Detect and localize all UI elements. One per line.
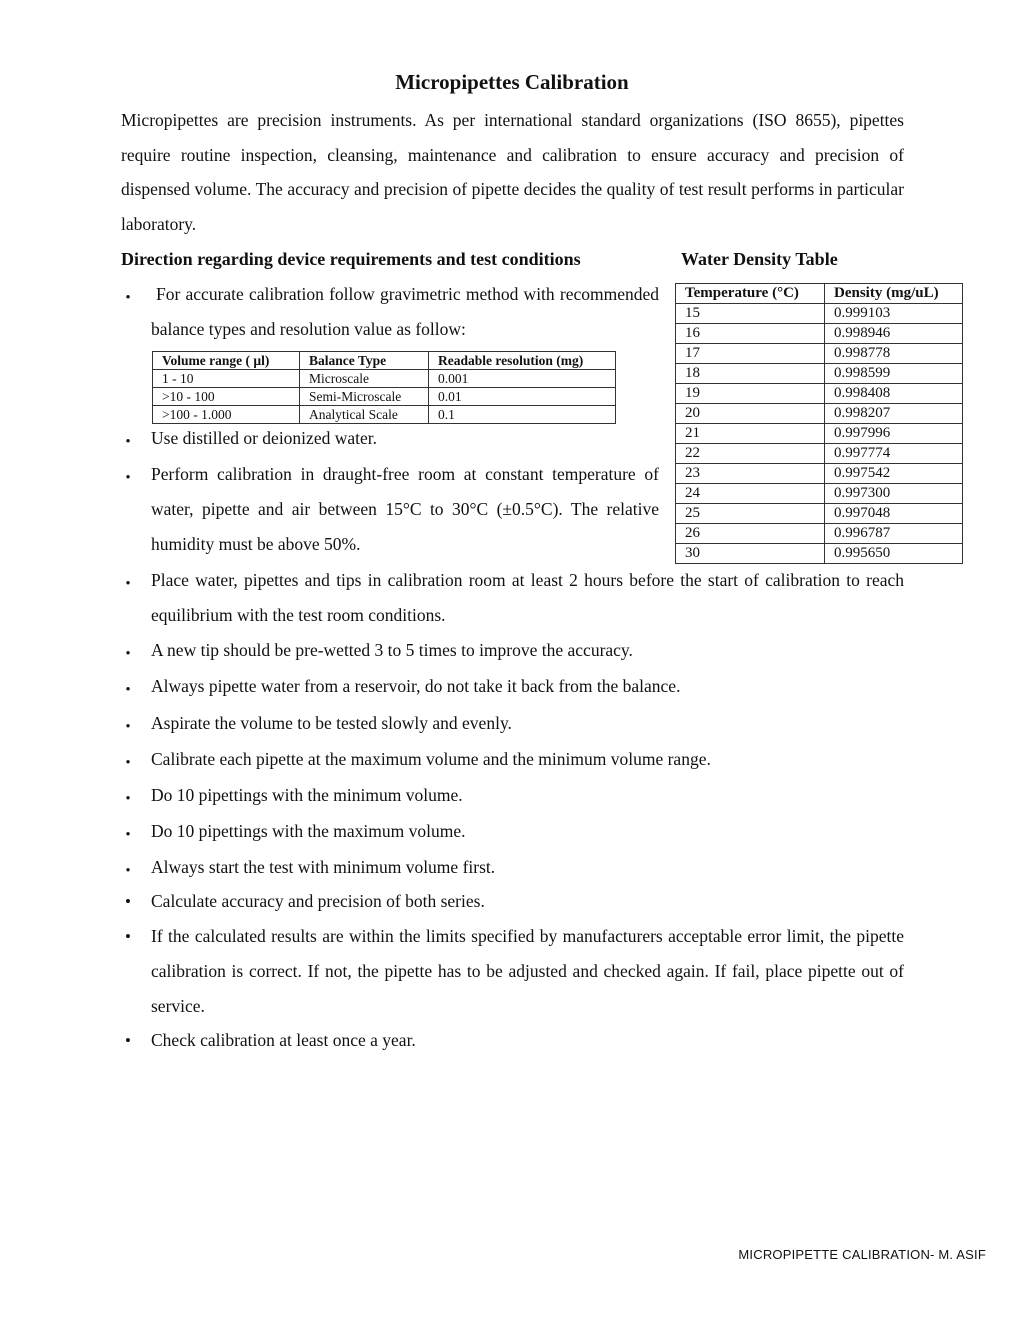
table-cell: 22 xyxy=(676,444,825,464)
bullet-icon xyxy=(121,778,135,815)
bullet-text: Do 10 pipettings with the minimum volume. xyxy=(151,785,463,805)
table-cell: 24 xyxy=(676,484,825,504)
table-cell: >10 - 100 xyxy=(153,388,300,406)
table-row xyxy=(676,524,963,544)
table-cell: 0.997996 xyxy=(825,424,963,444)
table-row xyxy=(676,464,963,484)
table-header-row xyxy=(153,352,616,370)
column-header: Volume range ( µl) xyxy=(153,352,300,370)
bullet-icon xyxy=(121,850,135,887)
table-cell: 21 xyxy=(676,424,825,444)
bullet-icon xyxy=(121,277,135,314)
direction-heading: Direction regarding device requirements and test conditions xyxy=(121,249,581,269)
bullet-icon xyxy=(121,563,135,600)
bullet-text: Aspirate the volume to be tested slowly and evenly. xyxy=(151,713,512,733)
bullet-text: For accurate calibration follow gravimetric method with recommended balance types and resolution value as follow: xyxy=(151,284,659,339)
bullet-icon xyxy=(121,421,135,458)
table-row xyxy=(676,424,963,444)
table-row xyxy=(676,364,963,384)
table-cell: >100 - 1.000 xyxy=(153,406,300,424)
table-cell: 18 xyxy=(676,364,825,384)
table-cell: 0.998599 xyxy=(825,364,963,384)
table-cell: 1 - 10 xyxy=(153,370,300,388)
bullet-icon xyxy=(121,706,135,743)
intro-paragraph: Micropipettes are precision instruments. As per international standard organizations (ISO 8655), pipettes require routine inspection, cleansing, maintenance and calibration to ensure accuracy and precision of dispensed volume. The accuracy and precision of pipette decides the quality of test result performs in particular laboratory. xyxy=(121,110,904,235)
bullet-icon xyxy=(121,814,135,851)
page-footer: MICROPIPETTE CALIBRATION- M. ASIF xyxy=(738,1247,986,1262)
bullet-icon xyxy=(121,457,135,494)
table-cell: Semi-Microscale xyxy=(300,388,429,406)
table-cell: 19 xyxy=(676,384,825,404)
table-header-row xyxy=(676,284,963,304)
bullet-icon xyxy=(121,742,135,779)
bullet-text: Calibrate each pipette at the maximum volume and the minimum volume range. xyxy=(151,749,711,769)
table-cell: 0.001 xyxy=(429,370,616,388)
bullet-text: Check calibration at least once a year. xyxy=(151,1030,416,1050)
table-row xyxy=(676,404,963,424)
water-density-heading: Water Density Table xyxy=(681,249,838,269)
bullet-text: If the calculated results are within the limits specified by manufacturers acceptable error limit, the pipette calibration is correct. If not, the pipette has to be adjusted and checked again. If fail, place pipette out of service. xyxy=(151,926,904,1016)
water-density-table xyxy=(675,283,963,564)
column-header: Density (mg/uL) xyxy=(825,284,963,304)
table-cell: 0.995650 xyxy=(825,544,963,564)
bullet-text: Use distilled or deionized water. xyxy=(151,428,377,448)
table-cell: Microscale xyxy=(300,370,429,388)
bullet-text: Perform calibration in draught-free room at constant temperature of water, pipette and air between 15°C to 30°C (±0.5°C). The relative humidity must be above 50%. xyxy=(151,464,659,554)
table-cell: 0.996787 xyxy=(825,524,963,544)
column-header: Readable resolution (mg) xyxy=(429,352,616,370)
table-cell: 0.1 xyxy=(429,406,616,424)
bullet-icon xyxy=(121,633,135,670)
table-cell: 0.997542 xyxy=(825,464,963,484)
bullet-text: Do 10 pipettings with the maximum volume. xyxy=(151,821,466,841)
table-row xyxy=(676,384,963,404)
table-row xyxy=(153,370,616,388)
table-cell: 15 xyxy=(676,304,825,324)
table-row xyxy=(676,304,963,324)
table-cell: 30 xyxy=(676,544,825,564)
table-row xyxy=(676,324,963,344)
table-cell: 0.998946 xyxy=(825,324,963,344)
table-cell: 16 xyxy=(676,324,825,344)
table-row xyxy=(676,504,963,524)
bullet-icon xyxy=(121,1023,135,1059)
table-cell: 25 xyxy=(676,504,825,524)
table-cell: 0.01 xyxy=(429,388,616,406)
table-cell: 0.997300 xyxy=(825,484,963,504)
bullet-icon xyxy=(121,919,135,955)
table-row xyxy=(676,544,963,564)
table-row xyxy=(153,388,616,406)
table-cell: 17 xyxy=(676,344,825,364)
column-header: Balance Type xyxy=(300,352,429,370)
table-cell: 0.997048 xyxy=(825,504,963,524)
bullet-icon xyxy=(121,669,135,706)
bullet-text: A new tip should be pre-wetted 3 to 5 times to improve the accuracy. xyxy=(151,640,633,660)
table-cell: 0.997774 xyxy=(825,444,963,464)
balance-table xyxy=(152,351,616,424)
table-row xyxy=(676,484,963,504)
bullet-text: Always pipette water from a reservoir, do not take it back from the balance. xyxy=(151,676,681,696)
table-cell: Analytical Scale xyxy=(300,406,429,424)
table-cell: 23 xyxy=(676,464,825,484)
table-cell: 0.999103 xyxy=(825,304,963,324)
table-row xyxy=(676,344,963,364)
bullet-text: Calculate accuracy and precision of both series. xyxy=(151,891,485,911)
column-header: Temperature (°C) xyxy=(676,284,825,304)
page-title: Micropipettes Calibration xyxy=(395,70,629,94)
bullet-text: Always start the test with minimum volume first. xyxy=(151,857,496,877)
bullet-icon xyxy=(121,884,135,920)
table-cell: 26 xyxy=(676,524,825,544)
bullet-text: Place water, pipettes and tips in calibration room at least 2 hours before the start of calibration to reach equilibrium with the test room conditions. xyxy=(151,570,904,625)
table-cell: 0.998408 xyxy=(825,384,963,404)
table-cell: 0.998207 xyxy=(825,404,963,424)
table-row xyxy=(676,444,963,464)
table-cell: 20 xyxy=(676,404,825,424)
table-cell: 0.998778 xyxy=(825,344,963,364)
